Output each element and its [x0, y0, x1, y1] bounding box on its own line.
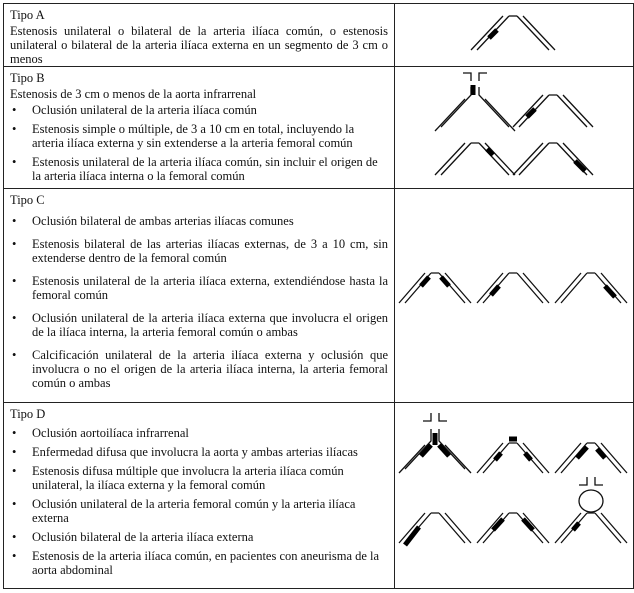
list-item: • Oclusión unilateral de la arteria femoral común y la arteria ilíaca externa — [12, 497, 356, 525]
list-item: • Estenosis bilateral de las arterias ilíacas externas, de 3 a 10 cm, sin extenderse dentro de la femoral común — [12, 237, 388, 265]
list-item: • Oclusión bilateral de la arteria ilíaca externa — [12, 530, 254, 544]
iliac-bifurcation-a — [471, 16, 555, 50]
tipo-d-figure-cell — [395, 403, 634, 589]
list-item: • Oclusión unilateral de la arteria ilíaca común — [12, 103, 257, 117]
iliac-bifurcation-c1 — [399, 273, 471, 303]
list-item: • Estenosis simple o múltiple, de 3 a 10 cm en total, incluyendo la arteria ilíaca externa y sin extenderse a la arteria femoral común — [12, 122, 355, 150]
aorta-bifurcation-d1 — [399, 413, 471, 473]
tipo-b-list — [4, 103, 394, 183]
list-item: • Oclusión bilateral de ambas arterias ilíacas comunes — [12, 214, 294, 228]
list-item: • Oclusión aortoilíaca infrarrenal — [12, 426, 189, 440]
list-item: • Estenosis de la arteria ilíaca común, en pacientes con aneurisma de la aorta abdominal — [12, 549, 380, 577]
tasc-classification-table — [3, 3, 634, 589]
iliac-bifurcation-d5 — [477, 513, 549, 543]
row-tipo-b — [4, 67, 634, 189]
tipo-d-text-cell — [4, 403, 395, 589]
iliac-bifurcation-c2 — [477, 273, 549, 303]
list-item: • Calcificación unilateral de la arteria ilíaca externa y oclusión que involucra o no el origen de la arteria ilíaca interna, la arteria femoral común o ambas — [12, 348, 388, 390]
tipo-a-text-cell — [4, 4, 395, 67]
tipo-a-figure-cell — [395, 4, 634, 67]
tipo-c-diagram — [395, 189, 633, 403]
tipo-d-diagram — [395, 403, 633, 589]
tipo-c-figure-cell — [395, 189, 634, 403]
aorta-bifurcation-b1 — [435, 73, 515, 131]
tipo-c-list — [4, 208, 394, 390]
list-item: • Estenosis unilateral de la arteria ilíaca externa, extendiéndose hasta la femoral común — [12, 274, 388, 302]
iliac-bifurcation-b4 — [513, 143, 593, 175]
tipo-a-description: Estenosis unilateral o bilateral de la arteria ilíaca común, o estenosis unilateral o bilateral de la arteria ilíaca externa en un segmento de 3 cm o menos — [10, 24, 388, 66]
iliac-bifurcation-d2 — [477, 439, 549, 473]
row-tipo-c — [4, 189, 634, 403]
iliac-bifurcation-d4 — [399, 513, 471, 545]
tipo-b-intro: Estenosis de 3 cm o menos de la aorta infrarrenal — [10, 87, 257, 101]
tipo-c-text-cell — [4, 189, 395, 403]
list-item: • Estenosis difusa múltiple que involucra la arteria ilíaca común unilateral, la ilíaca externa y la femoral común — [12, 464, 344, 492]
iliac-bifurcation-c3 — [555, 273, 627, 303]
iliac-bifurcation-d3 — [555, 443, 627, 473]
tipo-a-title: Tipo A — [10, 8, 45, 22]
tipo-b-text-cell — [4, 67, 395, 189]
iliac-bifurcation-b2 — [513, 95, 593, 127]
tipo-b-title: Tipo B — [10, 71, 45, 85]
aneurysm-bifurcation-d6 — [555, 477, 627, 543]
tipo-b-figure-cell — [395, 67, 634, 189]
tipo-d-list — [4, 422, 394, 577]
list-item: • Oclusión unilateral de la arteria ilíaca externa que involucra el origen de la ilíaca interna, la arteria femoral común o ambas — [12, 311, 388, 339]
list-item: • Enfermedad difusa que involucra la aorta y ambas arterias ilíacas — [12, 445, 358, 459]
tipo-c-title: Tipo C — [10, 193, 45, 207]
tipo-a-diagram — [395, 4, 633, 58]
iliac-bifurcation-b3 — [435, 143, 515, 175]
tipo-d-title: Tipo D — [10, 407, 46, 421]
row-tipo-d — [4, 403, 634, 589]
row-tipo-a — [4, 4, 634, 67]
list-item: • Estenosis unilateral de la arteria ilíaca común, sin incluir el origen de la arteria ilíaca interna o la femoral común — [12, 155, 378, 183]
tipo-b-diagram — [395, 67, 633, 187]
